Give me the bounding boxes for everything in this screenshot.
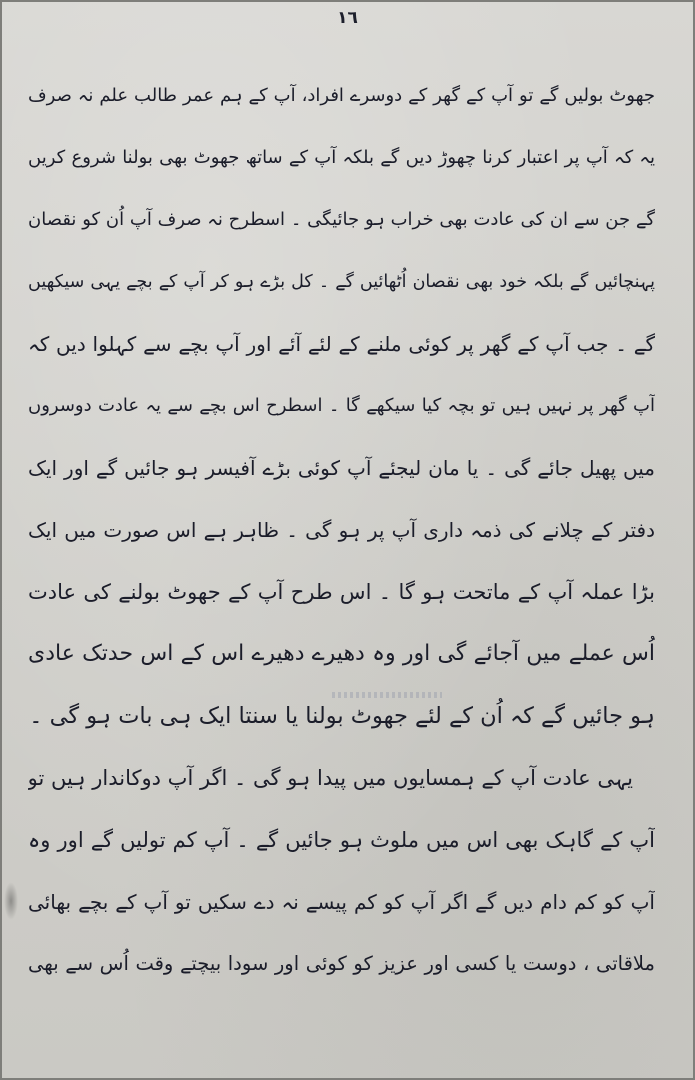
page-number: ١٦ xyxy=(337,8,358,28)
text-line-14: آپ کو کم دام دیں گے اگر آپ کو کم پیسے نہ دے سکیں تو آپ کے بچے بھائی xyxy=(28,890,655,914)
ink-bleed-mark xyxy=(332,692,442,698)
text-line-11: ہو جائیں گے کہ اُن کے لئے جھوٹ بولنا یا سنتا ایک ہی بات ہو گی ۔ xyxy=(29,703,655,729)
text-line-9: بڑا عملہ آپ کے ماتحت ہو گا ۔ اس طرح آپ کے جھوٹ بولنے کی عادت xyxy=(28,580,655,604)
text-line-15: ملاقاتی ، دوست یا کسی اور عزیز کو کوئی اور سودا بیچتے وقت اُس سے بھی xyxy=(28,952,655,975)
text-line-2: یہ کہ آپ پر اعتبار کرنا چھوڑ دیں گے بلکہ آپ کے ساتھ جھوٹ بھی بولنا شروع کریں xyxy=(28,147,655,168)
text-line-6: آپ گھر پر نہیں ہیں تو بچہ کیا سیکھے گا ۔ اسطرح اس بچے سے یہ عادت دوسروں xyxy=(28,395,655,416)
text-line-12: یہی عادت آپ کے ہمسایوں میں پیدا ہو گی ۔ اگر آپ دوکاندار ہیں تو xyxy=(28,766,633,790)
text-line-10: اُس عملے میں آجائے گی اور وہ دھیرے دھیرے اس کے اس حدتک عادی xyxy=(28,641,655,666)
paper-edge-mark xyxy=(4,882,18,920)
text-line-7: میں پھیل جائے گی ۔ یا مان لیجئے آپ کوئی بڑے آفیسر ہو جائیں گے اور ایک xyxy=(28,456,655,480)
text-line-5: گے ۔ جب آپ کے گھر پر کوئی ملنے کے لئے آئے اور آپ بچے سے کہلوا دیں کہ xyxy=(28,332,655,356)
text-line-1: جھوٹ بولیں گے تو آپ کے گھر کے دوسرے افراد، آپ کے ہم عمر طالب علم نہ صرف xyxy=(28,85,655,106)
text-line-8: دفتر کے چلانے کی ذمہ داری آپ پر ہو گی ۔ ظاہر ہے اس صورت میں ایک xyxy=(28,518,655,542)
text-line-3: گے جن سے ان کی عادت بھی خراب ہو جائیگی ۔ اسطرح نہ صرف آپ اُن کو نقصان xyxy=(28,209,655,230)
text-line-4: پہنچائیں گے بلکہ خود بھی نقصان اُٹھائیں گے ۔ کل بڑے ہو کر آپ کے بچے یہی سیکھیں xyxy=(28,272,655,292)
text-line-13: آپ کے گاہک بھی اس میں ملوث ہو جائیں گے ۔ آپ کم تولیں گے اور وہ xyxy=(28,828,655,852)
